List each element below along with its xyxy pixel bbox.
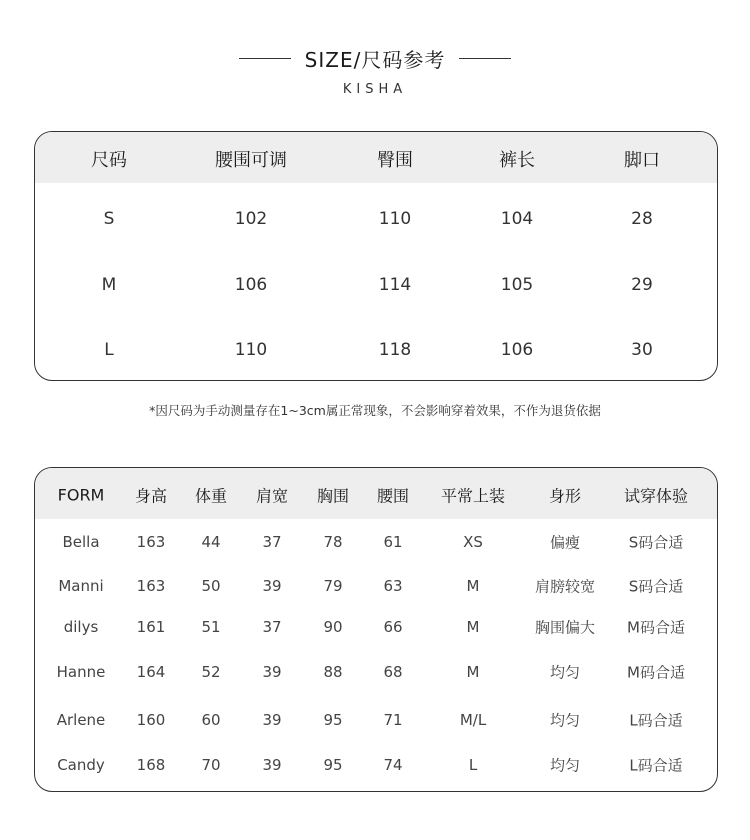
size-table	[34, 131, 718, 381]
model-table-cell: 95	[323, 711, 343, 729]
model-table-header-cell: 体重	[194, 486, 228, 506]
model-table-header-cell: 平常上装	[440, 486, 506, 506]
model-table-header-cell: FORM	[57, 485, 105, 505]
size-table-cell: M	[101, 275, 117, 295]
model-table-cell: M	[466, 663, 480, 681]
model-table-cell: 均匀	[549, 756, 581, 775]
page-title: SIZE/尺码参考	[304, 48, 446, 72]
size-table-cell: 106	[234, 275, 268, 295]
size-table-cell: 29	[631, 275, 653, 295]
model-table-header-cell: 腰围	[376, 486, 410, 506]
model-table-cell: 163	[136, 577, 166, 595]
model-table-cell: 44	[201, 533, 221, 551]
model-table-cell: 160	[136, 711, 166, 729]
size-table-header-cell: 腰围可调	[215, 150, 287, 171]
size-table-header-cell: 脚口	[624, 150, 660, 171]
model-table-cell: L码合适	[629, 711, 683, 730]
model-table-header-cell: 肩宽	[255, 486, 289, 506]
model-table-cell: 肩膀较宽	[534, 577, 596, 596]
size-table-cell: 114	[378, 275, 412, 295]
model-table-header-cell: 试穿体验	[623, 486, 689, 506]
model-table-header-cell: 身形	[548, 486, 582, 506]
title-left-line	[239, 58, 291, 59]
model-table	[34, 467, 718, 792]
model-table-cell: 均匀	[549, 663, 581, 682]
model-table-cell: M	[466, 618, 480, 636]
model-table-cell: M码合适	[627, 663, 685, 682]
model-table-cell: 偏瘦	[549, 533, 581, 552]
model-table-cell: Arlene	[56, 711, 106, 729]
size-table-cell: L	[104, 340, 114, 360]
model-table-cell: 78	[323, 533, 343, 551]
size-table-cell: 110	[234, 340, 268, 360]
size-table-cell: S	[103, 209, 115, 229]
size-table-header-bg	[35, 132, 717, 183]
model-table-cell: 68	[383, 663, 403, 681]
size-table-header-cell: 裤长	[499, 150, 535, 171]
model-table-header-cell: 身高	[134, 486, 168, 506]
size-table-header-cell: 臀围	[377, 150, 413, 171]
model-table-cell: 61	[383, 533, 403, 551]
size-table-cell: 105	[500, 275, 534, 295]
model-table-cell: 39	[262, 756, 282, 774]
model-table-cell: 51	[201, 618, 221, 636]
model-table-cell: 164	[136, 663, 166, 681]
model-table-cell: 161	[136, 618, 166, 636]
size-table-cell: 102	[234, 209, 268, 229]
model-table-cell: 39	[262, 711, 282, 729]
model-table-cell: Hanne	[56, 663, 106, 681]
model-table-cell: 39	[262, 577, 282, 595]
model-table-cell: 168	[136, 756, 166, 774]
title-row	[0, 44, 750, 73]
model-table-header-cell: 胸围	[316, 486, 350, 506]
model-table-cell: 79	[323, 577, 343, 595]
model-table-cell: Bella	[62, 533, 100, 551]
brand-name: KISHA	[342, 82, 408, 97]
model-table-cell: 90	[323, 618, 343, 636]
model-table-cell: dilys	[63, 618, 99, 636]
model-table-cell: 37	[262, 618, 282, 636]
model-table-cell: 37	[262, 533, 282, 551]
model-table-cell: 52	[201, 663, 221, 681]
measurement-note: *因尺码为手动测量存在1~3cm属正常现象，不会影响穿着效果，不作为退货依据	[149, 403, 601, 418]
model-table-cell: 均匀	[549, 711, 581, 730]
model-table-cell: M/L	[459, 711, 487, 729]
model-table-cell: 50	[201, 577, 221, 595]
model-table-cell: 39	[262, 663, 282, 681]
model-table-cell: M	[466, 577, 480, 595]
model-table-cell: 70	[201, 756, 221, 774]
size-table-cell: 104	[500, 209, 534, 229]
model-table-cell: Candy	[57, 756, 105, 774]
model-table-cell: 95	[323, 756, 343, 774]
size-table-cell: 106	[500, 340, 534, 360]
size-table-cell: 30	[631, 340, 653, 360]
model-table-cell: 74	[383, 756, 403, 774]
size-table-cell: 118	[378, 340, 412, 360]
model-table-cell: 163	[136, 533, 166, 551]
model-table-cell: Manni	[58, 577, 104, 595]
model-table-cell: S码合适	[628, 533, 684, 552]
model-table-cell: XS	[463, 533, 483, 551]
model-table-cell: 60	[201, 711, 221, 729]
model-table-cell: S码合适	[628, 577, 684, 596]
model-table-cell: 88	[323, 663, 343, 681]
model-table-cell: 66	[383, 618, 403, 636]
model-table-cell: 胸围偏大	[534, 618, 596, 637]
model-table-cell: 71	[383, 711, 403, 729]
model-table-cell: L	[468, 756, 478, 774]
size-table-header-cell: 尺码	[91, 150, 127, 171]
model-table-cell: 63	[383, 577, 403, 595]
size-table-cell: 110	[378, 209, 412, 229]
size-table-cell: 28	[631, 209, 653, 229]
model-table-cell: L码合适	[629, 756, 683, 775]
model-table-cell: M码合适	[627, 618, 685, 637]
title-right-line	[459, 58, 511, 59]
